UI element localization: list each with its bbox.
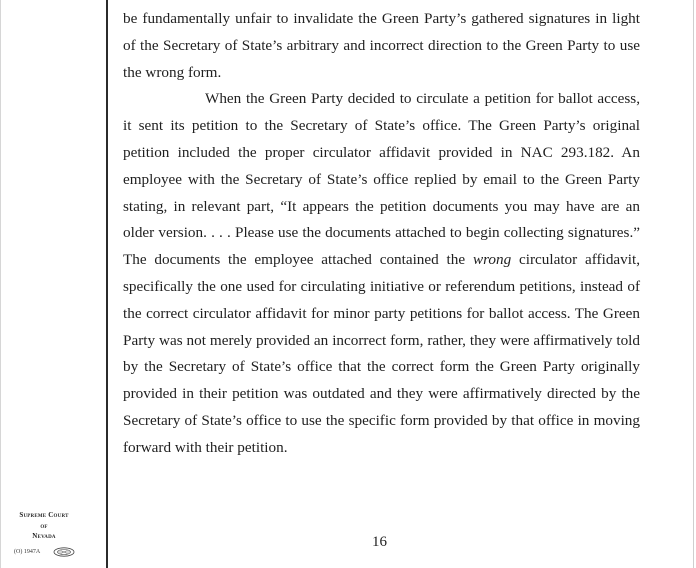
court-stamp-line-2: of — [40, 521, 48, 530]
form-code: (O) 1947A — [14, 549, 41, 555]
court-stamp-line-3: Nevada — [32, 532, 56, 540]
page-edge-right — [693, 0, 694, 568]
paragraph-2 — [123, 86, 640, 461]
margin-rule — [106, 0, 108, 568]
court-stamp — [8, 510, 80, 542]
emphasized-word: wrong — [472, 251, 512, 269]
court-seal-icon — [53, 547, 75, 557]
court-stamp-line-1: Supreme Court — [19, 511, 69, 519]
paragraph-2-part-2: circulator affidavit, specifically the one used for circulating initiative or referendum petitions, instead of the correct circulator affidavit for minor party petitions for ballot access. The Green Party was not merely provided an incorrect form, rather, they were affirmatively told by the Secretary of State’s office that the correct form the Green Party originally provided in their petition was outdated and they were affirmatively directed by the Secretary of State’s office to use the specific form provided by that office in moving forward with their petition. — [123, 251, 640, 456]
body-text — [123, 6, 640, 462]
paragraph-continued: be fundamentally unfair to invalidate the Green Party’s gathered signatures in light of the Secretary of State’s arbitrary and incorrect direction to the Green Party to use the wrong form. — [123, 10, 640, 81]
page-edge-left — [0, 0, 1, 568]
page-number: 16 — [372, 534, 387, 550]
paragraph-2-part-1: When the Green Party decided to circulate a petition for ballot access, it sent its petition to the Secretary of State’s office. The Green Party’s original petition included the proper circulator affidavit provided in NAC 293.182. An employee with the Secretary of State’s office replied by email to the Green Party stating, in relevant part, “It appears the petition documents you may have are an older version. . . . Please use the documents attached to begin collecting signatures.” The documents the employee attached contained the — [123, 90, 640, 269]
